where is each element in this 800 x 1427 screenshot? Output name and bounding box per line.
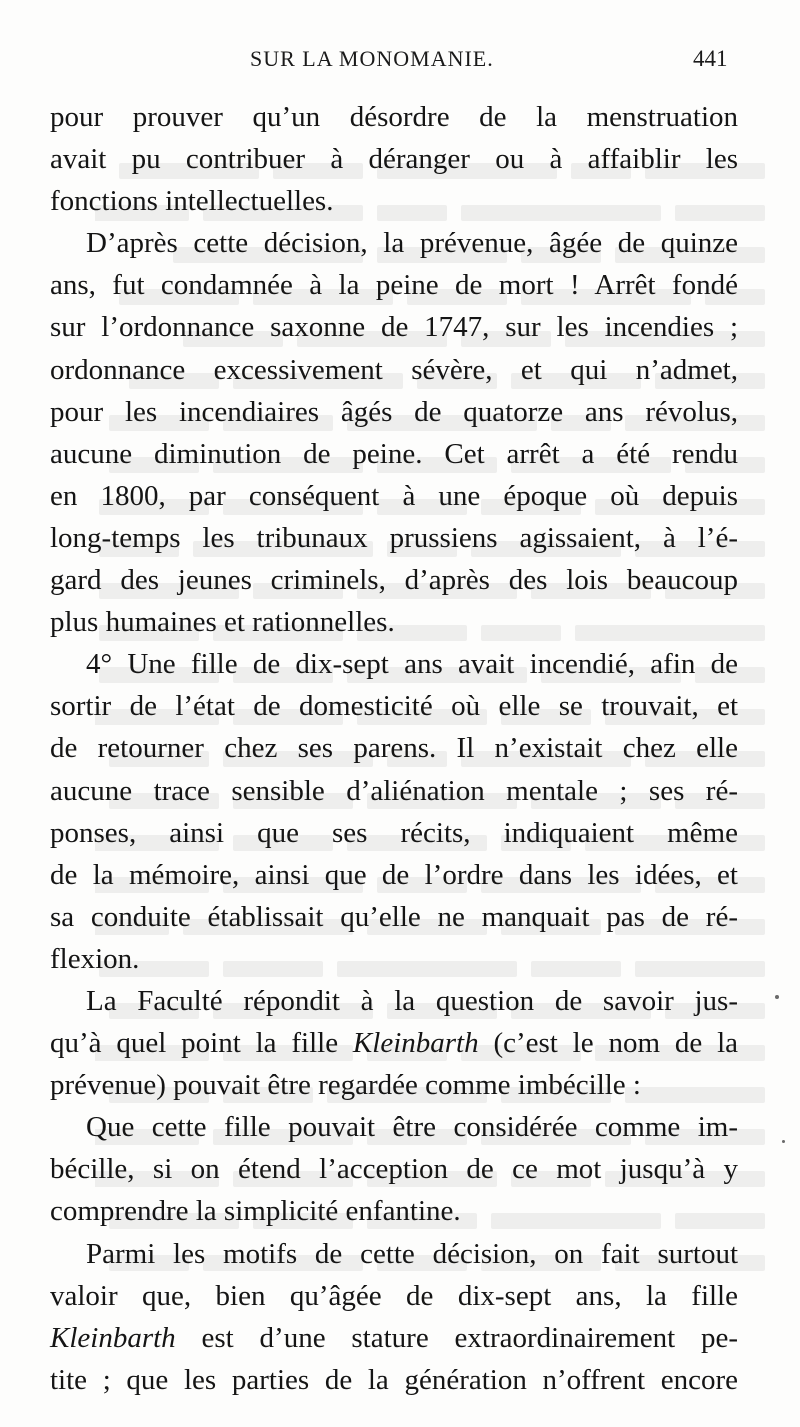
running-head (0, 46, 800, 80)
text-line: comprendre la simplicité enfantine. (50, 1195, 461, 1228)
text-line: prévenue) pouvait être regardée comme imbécille : (50, 1069, 641, 1102)
text-line: sur l’ordonnance saxonne de 1747, sur les incendies ; (50, 311, 738, 344)
text-line: sa conduite établissait qu’elle ne manquait pas de ré- (50, 900, 738, 933)
text-line: de retourner chez ses parens. Il n’existait chez elle (50, 732, 738, 765)
text-line: pour les incendiaires âgés de quatorze ans révolus, (50, 395, 738, 428)
text-line: de la mémoire, ainsi que de l’ordre dans les idées, et (50, 858, 738, 891)
text-line: ordonnance excessivement sévère, et qui n’admet, (50, 353, 738, 386)
text-line: plus humaines et rationnelles. (50, 606, 395, 639)
text-line: long-temps les tribunaux prussiens agissaient, à l’é- (50, 521, 738, 554)
text-line: ans, fut condamnée à la peine de mort ! Arrêt fondé (50, 269, 738, 302)
text-line: fonctions intellectuelles. (50, 185, 334, 218)
italic-name: Kleinbarth (50, 1321, 176, 1354)
text-line: tite ; que les parties de la génération n’offrent encore (50, 1363, 738, 1396)
text-line: bécille, si on étend l’acception de ce mot jusqu’à y (50, 1153, 738, 1186)
running-title: SUR LA MONOMANIE. (250, 46, 494, 71)
text-line: 4° Une fille de dix-sept ans avait incendié, afin de (86, 648, 738, 681)
body-text (50, 96, 738, 1401)
text-line: sortir de l’état de domesticité où elle se trouvait, et (50, 690, 738, 723)
text-line: aucune diminution de peine. Cet arrêt a été rendu (50, 437, 738, 470)
italic-name: Kleinbarth (352, 1027, 479, 1060)
text-line: Kleinbarth est d’une stature extraordinairement pe- (50, 1321, 738, 1354)
text-line: flexion. (50, 942, 140, 975)
text-line: gard des jeunes criminels, d’après des lois beaucoup (50, 564, 738, 597)
paper-speck (775, 995, 779, 999)
paper-speck (782, 1140, 785, 1143)
text-line: pour prouver qu’un désordre de la menstruation (50, 101, 738, 133)
text-line: qu’à quel point la fille Kleinbarth (c’est le nom de la (50, 1027, 738, 1060)
page-number: 441 (693, 46, 728, 71)
text-line: avait pu contribuer à déranger ou à affaiblir les (50, 143, 738, 176)
text-line: en 1800, par conséquent à une époque où depuis (50, 479, 738, 512)
text-line: ponses, ainsi que ses récits, indiquaient même (50, 816, 738, 849)
text-line: La Faculté répondit à la question de savoir jus- (86, 984, 738, 1017)
text-line: D’après cette décision, la prévenue, âgée de quinze (86, 227, 738, 260)
text-line: Que cette fille pouvait être considérée comme im- (86, 1111, 738, 1144)
text-line: Parmi les motifs de cette décision, on fait surtout (86, 1237, 738, 1270)
text-line: valoir que, bien qu’âgée de dix-sept ans, la fille (50, 1279, 738, 1312)
text-line: aucune trace sensible d’aliénation mentale ; ses ré- (50, 774, 738, 807)
